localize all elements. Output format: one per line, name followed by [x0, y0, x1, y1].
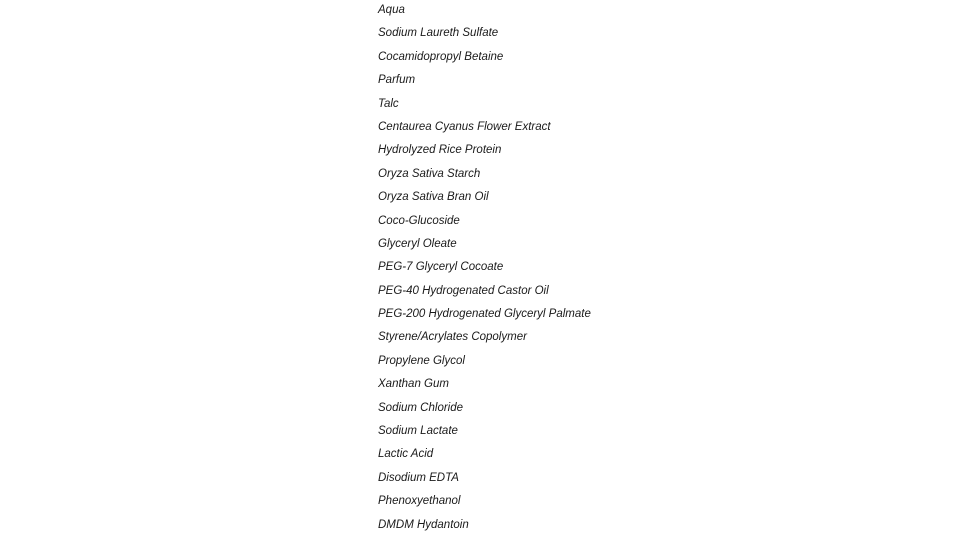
ingredient-item: Coco-Glucoside [378, 214, 460, 227]
ingredient-item: PEG-7 Glyceryl Cocoate [378, 261, 504, 274]
ingredient-item: Oryza Sativa Bran Oil [378, 191, 489, 204]
ingredient-item: Cocamidopropyl Betaine [378, 50, 504, 63]
ingredient-item: Aqua [378, 4, 405, 16]
ingredient-list [378, 1, 591, 539]
ingredient-item: Phenoxyethanol [378, 495, 461, 508]
ingredient-item: Glyceryl Oleate [378, 237, 457, 250]
ingredient-item: Lactic Acid [378, 448, 434, 461]
ingredient-item: Hydrolyzed Rice Protein [378, 144, 502, 157]
ingredient-item: PEG-200 Hydrogenated Glyceryl Palmate [378, 308, 591, 321]
ingredient-item: Disodium EDTA [378, 471, 459, 484]
ingredient-item: Sodium Lactate [378, 425, 458, 438]
ingredient-item: Centaurea Cyanus Flower Extract [378, 120, 551, 133]
ingredient-item: Styrene/Acrylates Copolymer [378, 331, 527, 344]
ingredient-item: Xanthan Gum [378, 378, 449, 391]
ingredient-item: Talc [378, 97, 399, 110]
ingredient-item: DMDM Hydantoin [378, 518, 469, 531]
ingredient-item: PEG-40 Hydrogenated Castor Oil [378, 284, 549, 297]
ingredient-item: Oryza Sativa Starch [378, 167, 481, 180]
ingredient-item: Propylene Glycol [378, 354, 465, 367]
ingredient-item: Sodium Laureth Sulfate [378, 27, 499, 40]
ingredient-item: Parfum [378, 74, 416, 87]
ingredient-item: Sodium Chloride [378, 401, 464, 414]
